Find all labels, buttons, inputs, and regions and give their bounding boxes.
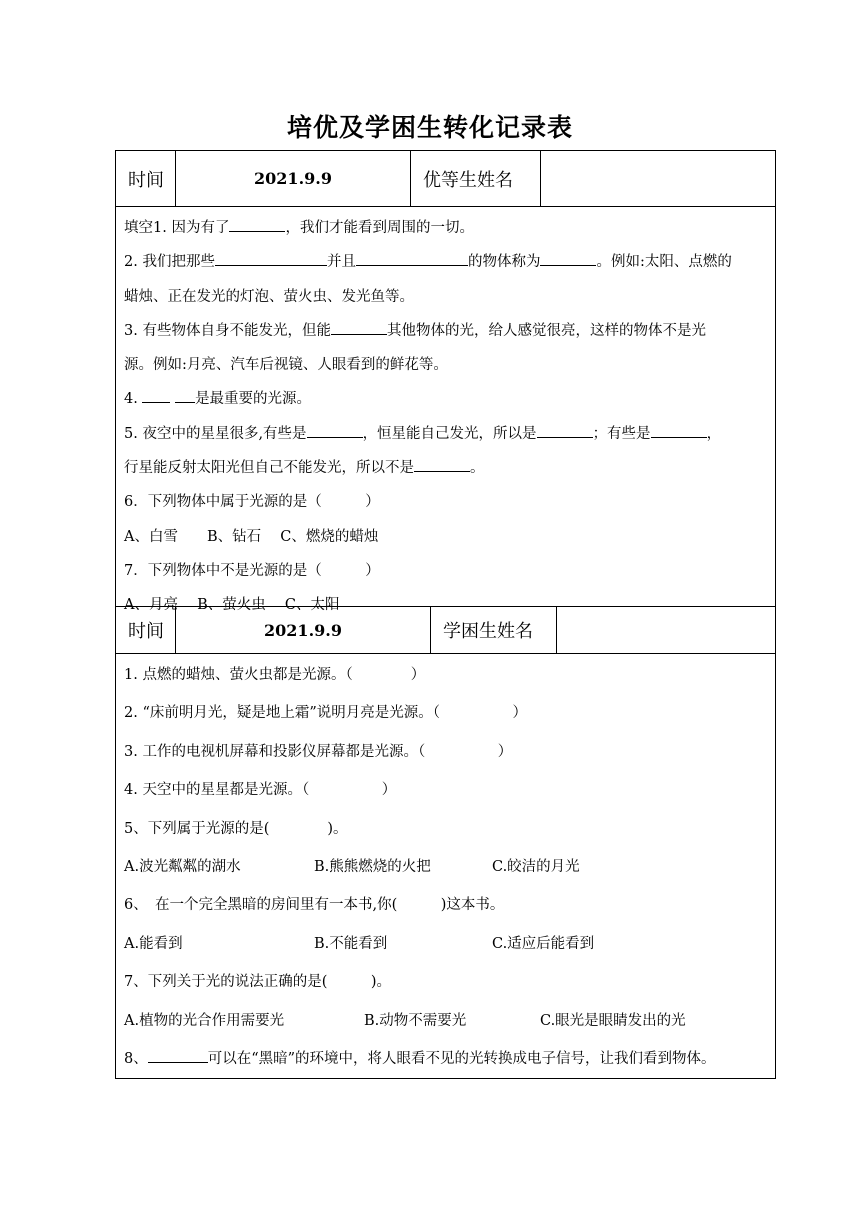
exercise-line: 填空1. 因为有了 ，我们才能看到周围的一切。	[124, 211, 767, 245]
top-student-exercises	[116, 207, 775, 614]
time-label: 时间	[116, 151, 176, 206]
answer-blank[interactable]	[148, 1046, 208, 1063]
answer-blank[interactable]	[175, 386, 195, 403]
exercise-line: 6．下列物体中属于光源的是（ ）	[124, 494, 380, 511]
choice-options: A.植物的光合作用需要光 B.动物不需要光 C.眼光是眼睛发出的光	[124, 1012, 686, 1029]
exercise-line: 蜡烛、正在发光的灯泡、萤火虫、发光鱼等。	[124, 288, 414, 305]
answer-blank[interactable]	[229, 215, 285, 232]
top-student-name-label: 优等生姓名	[411, 151, 541, 206]
date-value: 2021.9.9	[176, 607, 431, 653]
choice-options: A、月亮 B、萤火虫 C、太阳	[124, 597, 340, 614]
exercise-line: 5、下列属于光源的是( )。	[124, 820, 348, 837]
answer-blank[interactable]	[215, 249, 327, 266]
answer-blank[interactable]	[307, 421, 363, 438]
answer-blank[interactable]	[142, 386, 170, 403]
exercise-line: 8、 可以在“黑暗”的环境中，将人眼看不见的光转换成电子信号，让我们看到物体。	[124, 1040, 767, 1078]
exercise-line: 4. 是最重要的光源。	[124, 382, 767, 416]
exercise-line: 2. 我们把那些 并且 的物体称为 。例如:太阳、点燃的	[124, 245, 767, 279]
struggling-student-name-label: 学困生姓名	[431, 607, 557, 653]
time-label: 时间	[116, 607, 176, 653]
exercise-line: 2. “床前明月光，疑是地上霜”说明月亮是光源。（ ）	[124, 705, 528, 722]
answer-blank[interactable]	[331, 318, 387, 335]
exercise-line: 6、 在一个完全黑暗的房间里有一本书,你( )这本书。	[124, 897, 505, 914]
exercise-line: 7、下列关于光的说法正确的是( )。	[124, 974, 392, 991]
answer-blank[interactable]	[651, 421, 707, 438]
choice-options: A、白雪 B、钻石 C、燃烧的蜡烛	[124, 528, 379, 545]
exercise-line: 3. 工作的电视机屏幕和投影仪屏幕都是光源。（ ）	[124, 743, 513, 760]
exercise-line: 3. 有些物体自身不能发光，但能 其他物体的光，给人感觉很亮，这样的物体不是光	[124, 314, 767, 348]
exercise-line: 1. 点燃的蜡烛、萤火虫都是光源。（ ）	[124, 667, 426, 683]
answer-blank[interactable]	[540, 249, 596, 266]
choice-options: A.波光粼粼的湖水 B.熊熊燃烧的火把 C.皎洁的月光	[124, 859, 580, 876]
choice-options: A.能看到 B.不能看到 C.适应后能看到	[124, 935, 595, 952]
answer-blank[interactable]	[356, 249, 468, 266]
struggling-student-header-row	[116, 607, 775, 654]
struggling-student-name-field[interactable]	[557, 607, 775, 653]
answer-blank[interactable]	[414, 455, 470, 472]
exercise-line: 行星能反射太阳光但自己不能发光，所以不是 。	[124, 451, 767, 485]
date-value: 2021.9.9	[176, 151, 411, 206]
page-title: 培优及学困生转化记录表	[286, 113, 573, 142]
struggling-student-exercises	[116, 654, 775, 1078]
exercise-line: 4. 天空中的星星都是光源。（ ）	[124, 782, 397, 799]
exercise-line: 7．下列物体中不是光源的是（ ）	[124, 562, 380, 579]
top-student-name-field[interactable]	[541, 151, 775, 206]
exercise-line: 源。例如:月亮、汽车后视镜、人眼看到的鲜花等。	[124, 357, 448, 374]
exercise-line: 5. 夜空中的星星很多,有些是 ，恒星能自己发光，所以是 ；有些是 ，	[124, 417, 767, 451]
top-student-header-row	[116, 151, 775, 207]
answer-blank[interactable]	[537, 421, 593, 438]
record-table	[115, 150, 776, 1079]
